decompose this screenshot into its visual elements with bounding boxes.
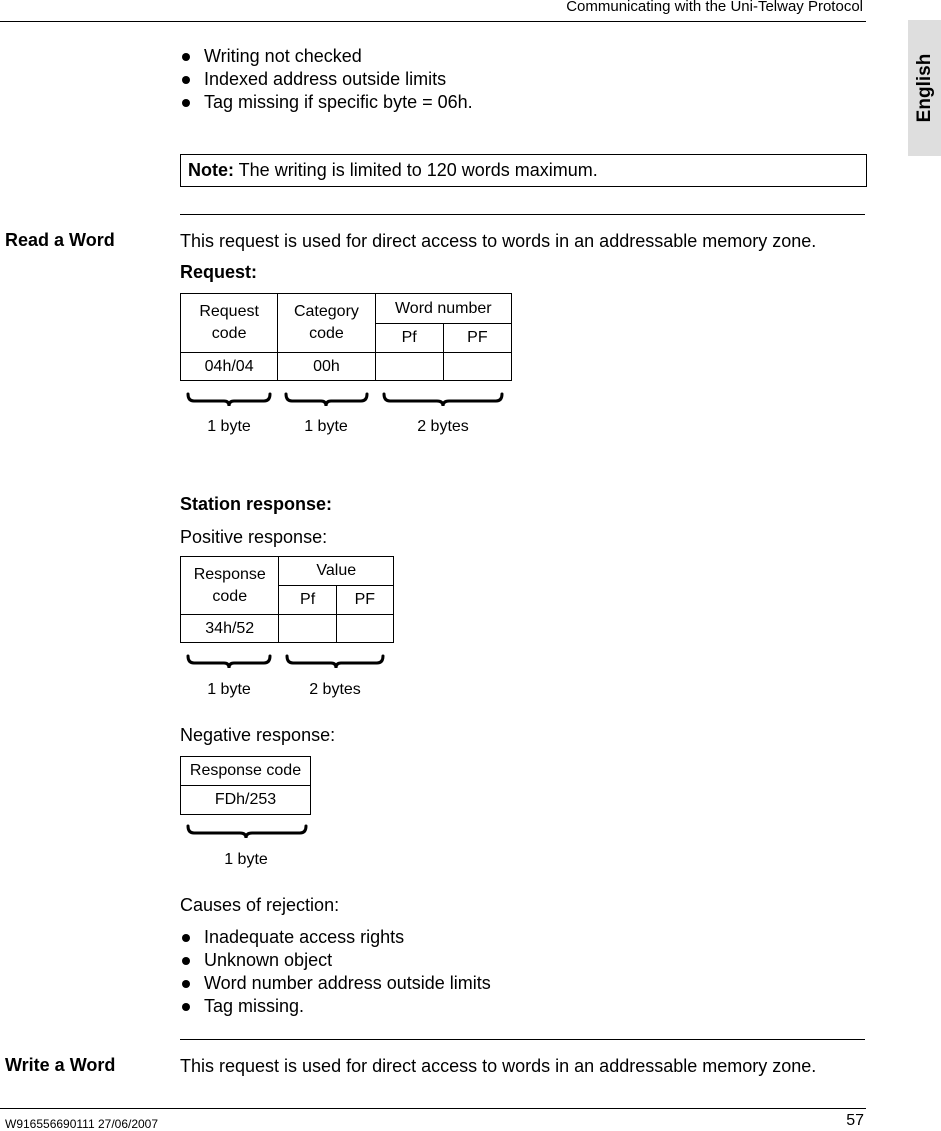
table-cell: [443, 353, 511, 381]
positive-response-label: Positive response:: [180, 527, 328, 547]
positive-byte-braces: [180, 652, 394, 674]
note-text: The writing is limited to 120 words maximum.: [234, 160, 598, 180]
brace-word-number: [384, 394, 502, 406]
request-frame-table: [180, 293, 512, 381]
byte-label: 1 byte: [304, 418, 348, 435]
list-item: Writing not checked: [180, 45, 473, 68]
PF-header: PF: [336, 586, 393, 615]
read-word-label: Read a Word: [5, 230, 115, 250]
table-cell: 04h/04: [181, 353, 278, 381]
byte-label: 2 bytes: [417, 418, 469, 435]
language-tab: [908, 20, 941, 156]
byte-label: 2 bytes: [309, 681, 361, 698]
rejection-label: Causes of rejection:: [180, 895, 340, 915]
PF-header: PF: [443, 324, 511, 353]
list-item: Inadequate access rights: [180, 926, 491, 949]
rejection-bullet-list: [180, 926, 491, 1018]
response-code-header: Response code: [181, 557, 279, 615]
running-header: Communicating with the Uni-Telway Protocol: [566, 0, 863, 15]
note-box: [180, 154, 867, 187]
list-item: Tag missing.: [180, 995, 491, 1018]
table-cell: 34h/52: [181, 615, 279, 643]
byte-label: 1 byte: [224, 851, 268, 868]
table-cell: [279, 615, 336, 643]
category-code-header: Category code: [278, 294, 375, 353]
value-header: Value: [279, 557, 394, 586]
footer-rule: [0, 1108, 866, 1109]
top-bullet-list: [180, 45, 473, 114]
word-number-header: Word number: [375, 294, 511, 324]
brace-category-code: [286, 394, 367, 406]
table-cell: FDh/253: [181, 786, 311, 815]
list-item: Indexed address outside limits: [180, 68, 473, 91]
negative-response-label: Negative response:: [180, 725, 336, 745]
table-cell: 00h: [278, 353, 375, 381]
list-item: Word number address outside limits: [180, 972, 491, 995]
header-rule: [0, 21, 866, 22]
table-cell: [375, 353, 443, 381]
brace-request-code: [188, 394, 270, 406]
negative-response-table: [180, 756, 311, 815]
positive-response-table: [180, 556, 394, 643]
section-rule: [180, 214, 865, 215]
request-byte-braces: [180, 390, 512, 412]
list-item: Unknown object: [180, 949, 491, 972]
brace-response-code: [188, 826, 306, 838]
pf-header: Pf: [279, 586, 336, 615]
byte-label: 1 byte: [207, 418, 251, 435]
list-item: Tag missing if specific byte = 06h.: [180, 91, 473, 114]
station-response-heading: Station response:: [180, 494, 333, 514]
response-code-header: Response code: [181, 757, 311, 786]
note-label: Note:: [188, 160, 234, 180]
table-cell: [336, 615, 393, 643]
request-heading: Request:: [180, 262, 258, 282]
write-word-label: Write a Word: [5, 1055, 116, 1075]
page-number: 57: [846, 1112, 864, 1129]
section-rule: [180, 1039, 865, 1040]
negative-byte-braces: [180, 822, 311, 844]
byte-label: 1 byte: [207, 681, 251, 698]
read-word-intro: This request is used for direct access to words in an addressable memory zone.: [180, 231, 817, 251]
brace-response-code: [188, 656, 270, 668]
language-tab-label: English: [913, 53, 935, 123]
write-word-intro: This request is used for direct access to words in an addressable memory zone.: [180, 1056, 817, 1076]
pf-header: Pf: [375, 324, 443, 353]
document-reference: W916556690111 27/06/2007: [5, 1117, 159, 1131]
brace-value: [287, 656, 383, 668]
request-code-header: Request code: [181, 294, 278, 353]
